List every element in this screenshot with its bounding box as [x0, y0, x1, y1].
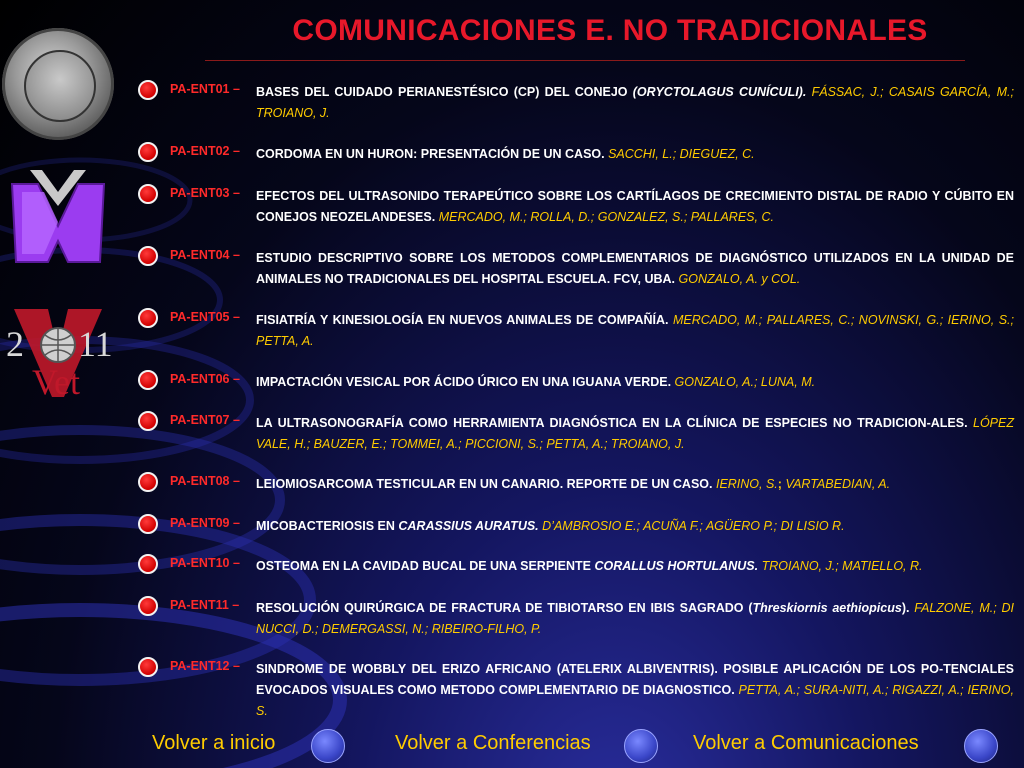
- authors: IERINO, S.: [715, 477, 778, 491]
- communication-code: PA-ENT10 –: [170, 556, 240, 570]
- communication-code: PA-ENT01 –: [170, 82, 240, 96]
- communication-text: [256, 556, 1014, 577]
- vet-2011-logo: [2, 305, 114, 400]
- title-text: BASES DEL CUIDADO PERIANESTÉSICO (CP) DEL CONEJO: [256, 85, 633, 99]
- authors: MERCADO, M.; PALLARES, C.; NOVINSKI, G.; IERINO, S.; PETTA, A.: [256, 313, 1014, 348]
- title-text: MICOBACTERIOSIS EN: [256, 519, 399, 533]
- volver-inicio-link[interactable]: Volver a inicio: [152, 732, 276, 754]
- communication-code: PA-ENT08 –: [170, 474, 240, 488]
- vet-year-left: 2: [6, 324, 24, 364]
- title-text: IMPACTACIÓN VESICAL POR ÁCIDO ÚRICO EN UNA IGUANA VERDE.: [256, 375, 675, 389]
- communication-code: PA-ENT05 –: [170, 310, 240, 324]
- page-title: COMUNICACIONES E. NO TRADICIONALES: [292, 14, 928, 47]
- bullet-icon[interactable]: [138, 554, 158, 574]
- communication-code: PA-ENT04 –: [170, 248, 240, 262]
- bullet-icon[interactable]: [138, 370, 158, 390]
- title-text: CORDOMA EN UN HURON: PRESENTACIÓN DE UN CASO.: [256, 147, 609, 161]
- communication-text: [256, 598, 1014, 640]
- volver-inicio-button[interactable]: [311, 729, 345, 763]
- authors: PETTA, A.; SURA-NITI, A.; RIGAZZI, A.; IERINO, S.: [256, 683, 1014, 718]
- title-text: EFECTOS DEL ULTRASONIDO TERAPEÚTICO SOBRE LOS CARTÍLAGOS DE CRECIMIENTO DISTAL DE RADIO Y CÚBITO EN CONEJOS NEOZELANDESES.: [256, 189, 1014, 224]
- species-name: Threskiornis aethiopicus: [752, 601, 902, 615]
- vet-year-right: 11: [78, 324, 113, 364]
- communication-text: [256, 372, 1014, 393]
- bullet-icon[interactable]: [138, 657, 158, 677]
- university-seal-logo: [2, 28, 114, 140]
- bullet-icon[interactable]: [138, 142, 158, 162]
- communication-text: [256, 413, 1014, 455]
- authors: D’AMBROSIO E.; ACUÑA F.; AGÜERO P.; DI LISIO R.: [542, 519, 845, 533]
- bullet-icon[interactable]: [138, 246, 158, 266]
- communication-text: [256, 248, 1014, 290]
- bullet-icon[interactable]: [138, 596, 158, 616]
- authors: FALZONE, M.; DI NUCCI, D.; DEMERGASSI, N.; RIBEIRO-FILHO, P.: [256, 601, 1015, 636]
- seal-figure-icon: [24, 50, 96, 122]
- bullet-icon[interactable]: [138, 80, 158, 100]
- communication-code: PA-ENT03 –: [170, 186, 240, 200]
- bullet-icon[interactable]: [138, 308, 158, 328]
- faculty-v-logo: [8, 166, 108, 266]
- title-text: OSTEOMA EN LA CAVIDAD BUCAL DE UNA SERPIENTE: [256, 559, 595, 573]
- bullet-icon[interactable]: [138, 514, 158, 534]
- communication-code: PA-ENT06 –: [170, 372, 240, 386]
- authors: GONZALO, A.; LUNA, M.: [674, 375, 816, 389]
- authors: GONZALO, A. y COL.: [678, 272, 801, 286]
- communication-code: PA-ENT11 –: [170, 598, 240, 612]
- authors-separator: ;: [777, 477, 782, 491]
- species-name: (ORYCTOLAGUS CUNÍCULI).: [632, 85, 807, 99]
- communication-text: [256, 144, 1014, 165]
- title-text: SINDROME DE WOBBLY DEL ERIZO AFRICANO (ATELERIX ALBIVENTRIS). POSIBLE APLICACIÓN DE LOS PO-TENCIALES EVOCADOS VISUALES COMO METODO COMPLEMENTARIO DE DIAGNOSTICO.: [256, 662, 1014, 697]
- title-divider: [205, 60, 965, 61]
- authors: LÓPEZ VALE, H.; BAUZER, E.; TOMMEI, A.; PICCIONI, S.; PETTA, A.; TROIANO, J.: [256, 416, 1014, 451]
- vet-word: Vet: [32, 362, 80, 402]
- title-text: ).: [901, 601, 915, 615]
- communication-code: PA-ENT07 –: [170, 413, 240, 427]
- authors: TROIANO, J.; MATIELLO, R.: [761, 559, 923, 573]
- communication-code: PA-ENT09 –: [170, 516, 240, 530]
- volver-comunicaciones-link[interactable]: Volver a Comunicaciones: [693, 732, 919, 754]
- species-name: CARASSIUS AURATUS.: [398, 519, 539, 533]
- communication-text: [256, 82, 1014, 124]
- bullet-icon[interactable]: [138, 411, 158, 431]
- title-text: FISIATRÍA Y KINESIOLOGÍA EN NUEVOS ANIMALES DE COMPAÑÍA.: [256, 313, 673, 327]
- bullet-icon[interactable]: [138, 472, 158, 492]
- bullet-icon[interactable]: [138, 184, 158, 204]
- authors: MERCADO, M.; ROLLA, D.; GONZALEZ, S.; PALLARES, C.: [438, 210, 774, 224]
- authors: VARTABEDIAN, A.: [781, 477, 891, 491]
- communication-text: [256, 186, 1014, 228]
- communication-code: PA-ENT12 –: [170, 659, 240, 673]
- authors: FÁSSAC, J.; CASAIS GARCÍA, M.; TROIANO, J.: [256, 85, 1014, 120]
- communication-text: [256, 659, 1014, 722]
- title-text: LEIOMIOSARCOMA TESTICULAR EN UN CANARIO. REPORTE DE UN CASO.: [256, 477, 716, 491]
- volver-conferencias-button[interactable]: [624, 729, 658, 763]
- volver-conferencias-link[interactable]: Volver a Conferencias: [395, 732, 591, 754]
- communication-code: PA-ENT02 –: [170, 144, 240, 158]
- communication-text: [256, 516, 1014, 537]
- communication-text: [256, 474, 1014, 495]
- species-name: CORALLUS HORTULANUS.: [594, 559, 759, 573]
- title-text: ESTUDIO DESCRIPTIVO SOBRE LOS METODOS COMPLEMENTARIOS DE DIAGNÓSTICO UTILIZADOS EN LA UNIDAD DE ANIMALES NO TRADICIONALES DEL HOSPITAL ESCUELA. FCV, UBA.: [256, 251, 1014, 286]
- title-text: RESOLUCIÓN QUIRÚRGICA DE FRACTURA DE TIBIOTARSO EN IBIS SAGRADO (: [256, 601, 753, 615]
- title-text: LA ULTRASONOGRAFÍA COMO HERRAMIENTA DIAGNÓSTICA EN LA CLÍNICA DE ESPECIES NO TRADICION-ALES.: [256, 416, 973, 430]
- communication-text: [256, 310, 1014, 352]
- volver-comunicaciones-button[interactable]: [964, 729, 998, 763]
- authors: SACCHI, L.; DIEGUEZ, C.: [608, 147, 755, 161]
